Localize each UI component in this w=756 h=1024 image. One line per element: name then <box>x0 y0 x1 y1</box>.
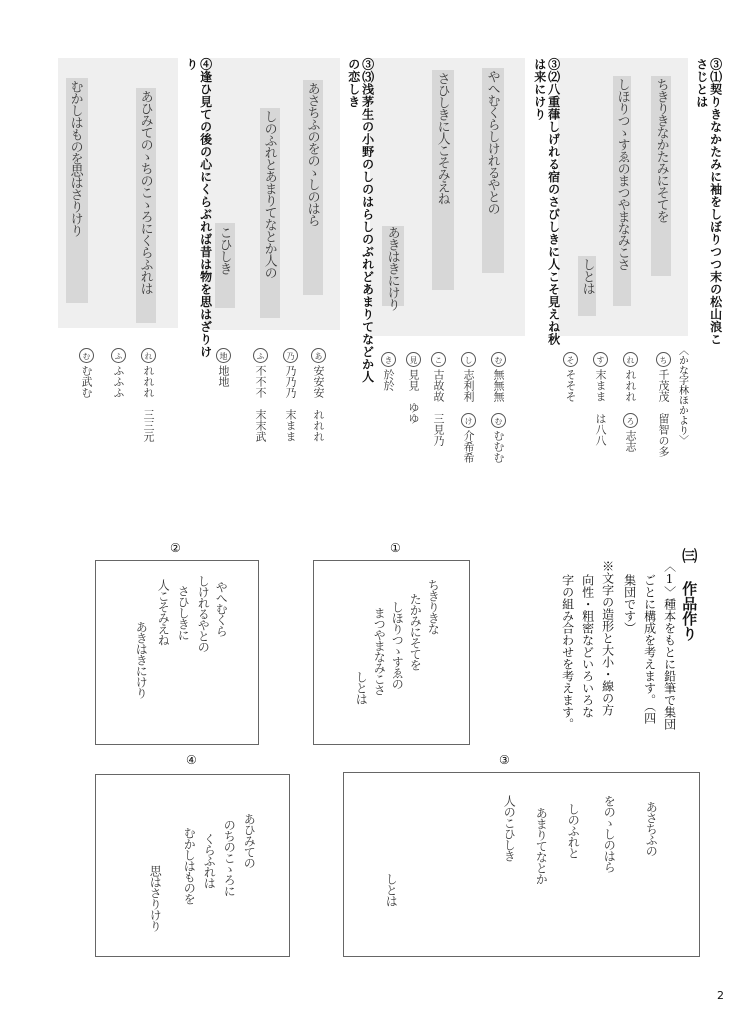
draft-4-line-3: くらふれは <box>202 833 217 888</box>
draft-1-line-1: ちきりきな <box>426 579 441 634</box>
poem-1-text: 契りきなかたみに袖をしぼりつつ末の松山浪こさじとは <box>694 58 723 346</box>
poem-3-text: 浅茅生の小野のしのはらしのぶれどあまりてなどか人の恋しき <box>346 58 375 383</box>
poem-1-heading <box>694 58 722 348</box>
draft-3-line-3: しのふれと <box>566 803 581 858</box>
section-instruction-2: ごとに構成を考えます。（四 <box>642 574 657 724</box>
poem-4-number: ④ <box>198 58 213 71</box>
poem-2-variant-4: 見見見 ゆゆ <box>405 352 421 502</box>
draft-1-line-2: たかみにそてを <box>408 593 423 670</box>
draft-2-line-2: しけれるやとの <box>196 575 211 652</box>
section-instruction-3: 集団です） <box>622 574 637 634</box>
poem-4-variant-3: むむ武む <box>78 348 94 508</box>
poem-1-variant-2: れれれれ ろ志志 <box>622 352 638 502</box>
section-instruction-4: ※文字の造形と大小・線の方 <box>600 560 615 716</box>
poem-4-variant-2: ふふふふ <box>110 348 126 508</box>
poem-1-column-3: しとは <box>579 258 595 294</box>
poem-1-variant-4: そそそそ <box>562 352 578 502</box>
draft-4-box <box>95 774 290 957</box>
poem-3-number: ③⑶ <box>360 58 375 83</box>
poem-3-column-2: しのふれとあまりてなとか人の <box>261 110 277 278</box>
poem-1-variant-3: す末まま は八八 <box>592 352 608 502</box>
section-title: ㈢ 作品作り <box>680 548 699 641</box>
poem-1-variant-1: ち千茂茂 留智の多 <box>655 352 671 502</box>
draft-4-line-1: あひみての <box>242 813 257 868</box>
poem-2-panel <box>370 58 525 336</box>
poem-2-column-3: あきはきにけり <box>384 226 400 310</box>
draft-4-label: ④ <box>186 753 197 767</box>
draft-3-line-1: あさちふの <box>644 801 659 856</box>
poem-2-variant-5: き於於 <box>380 352 396 502</box>
poem-3-heading <box>346 58 374 388</box>
draft-3-box <box>343 772 700 957</box>
poem-2-number: ③⑵ <box>546 58 561 83</box>
poem-2-variant-2: し志利利 け介希希 <box>460 352 476 502</box>
poem-3-column-3: こひしき <box>216 226 232 274</box>
section-instruction-1: 〈1〉種本をもとに鉛筆で集団 <box>662 560 677 730</box>
poem-1-number: ③⑴ <box>708 58 723 83</box>
poem-4-text: 逢ひ見ての後の心にくらぶれば昔は物を思はざりけり <box>184 58 213 358</box>
poem-1-note: 〈かな字林ほかより〉 <box>676 345 688 445</box>
poem-2-variant-1: む無無無 むむむむ <box>490 352 506 502</box>
draft-3-line-4: あまりてなとか <box>534 807 549 884</box>
section-instruction-5: 向性・粗密などいろいろな <box>580 574 595 718</box>
draft-3-line-6: しとは <box>384 873 399 906</box>
poem-3-variant-3: ふ不不不 末末武 <box>252 348 268 508</box>
poem-2-column-2: さひしきに人こそみえね <box>434 72 450 204</box>
poem-3-variant-4: 地地地 <box>215 348 231 508</box>
poem-4-panel <box>58 58 178 328</box>
poem-3-variant-2: 乃乃乃乃 末まま <box>282 348 298 508</box>
draft-2-line-4: 人こそみえね <box>156 579 171 645</box>
draft-1-line-5: しとは <box>354 671 369 704</box>
draft-4-line-5: 思はさりけり <box>148 865 163 931</box>
draft-3-label: ③ <box>499 753 510 767</box>
draft-4-line-2: のちのこゝろに <box>222 819 237 896</box>
draft-2-box <box>95 560 259 745</box>
poem-3-variant-1: あ安安安 れれれ <box>310 348 326 508</box>
poem-2-column-1: やへむくらしけれるやとの <box>484 70 500 214</box>
poem-4-heading <box>184 58 212 368</box>
draft-1-label: ① <box>390 541 401 555</box>
poem-4-column-2: むかしはものを思はさりけり <box>67 80 83 236</box>
poem-3-column-1: あさちふのをのゝしのはら <box>304 82 320 226</box>
draft-4-line-4: むかしはものを <box>182 827 197 904</box>
draft-2-line-3: さひしきに <box>176 585 191 640</box>
draft-1-line-3: しほりつゝすゑの <box>390 601 405 689</box>
draft-2-line-1: やへむくら <box>214 581 229 636</box>
poem-3-panel <box>205 58 340 330</box>
section-instruction-6: 字の組み合わせを考えます。 <box>560 574 575 730</box>
poem-1-column-1: ちきりきなかたみにそてを <box>653 78 669 222</box>
poem-1-column-2: しほりつゝすゑのまつやまなみこさ <box>614 78 630 270</box>
poem-2-heading <box>532 58 560 348</box>
poem-2-text: 八重葎しげれる宿のさびしきに人こそ見えね秋は来にけり <box>532 58 561 346</box>
draft-1-box <box>313 560 470 745</box>
poem-4-variant-1: れれれれ 三三元 <box>140 348 156 508</box>
draft-3-line-5: 人のこひしき <box>502 795 517 861</box>
poem-4-column-1: あひみてのゝちのこゝろにくらふれは <box>137 90 153 294</box>
draft-3-line-2: をのゝしのはら <box>602 795 617 872</box>
draft-2-line-5: あきはきにけり <box>134 621 149 698</box>
draft-2-label: ② <box>170 541 181 555</box>
poem-2-variant-3: こ古故故 三見乃 <box>430 352 446 502</box>
page-number: 2 <box>717 989 724 1002</box>
draft-1-line-4: まつやまなみこさ <box>372 607 387 695</box>
poem-1-panel <box>558 58 688 336</box>
